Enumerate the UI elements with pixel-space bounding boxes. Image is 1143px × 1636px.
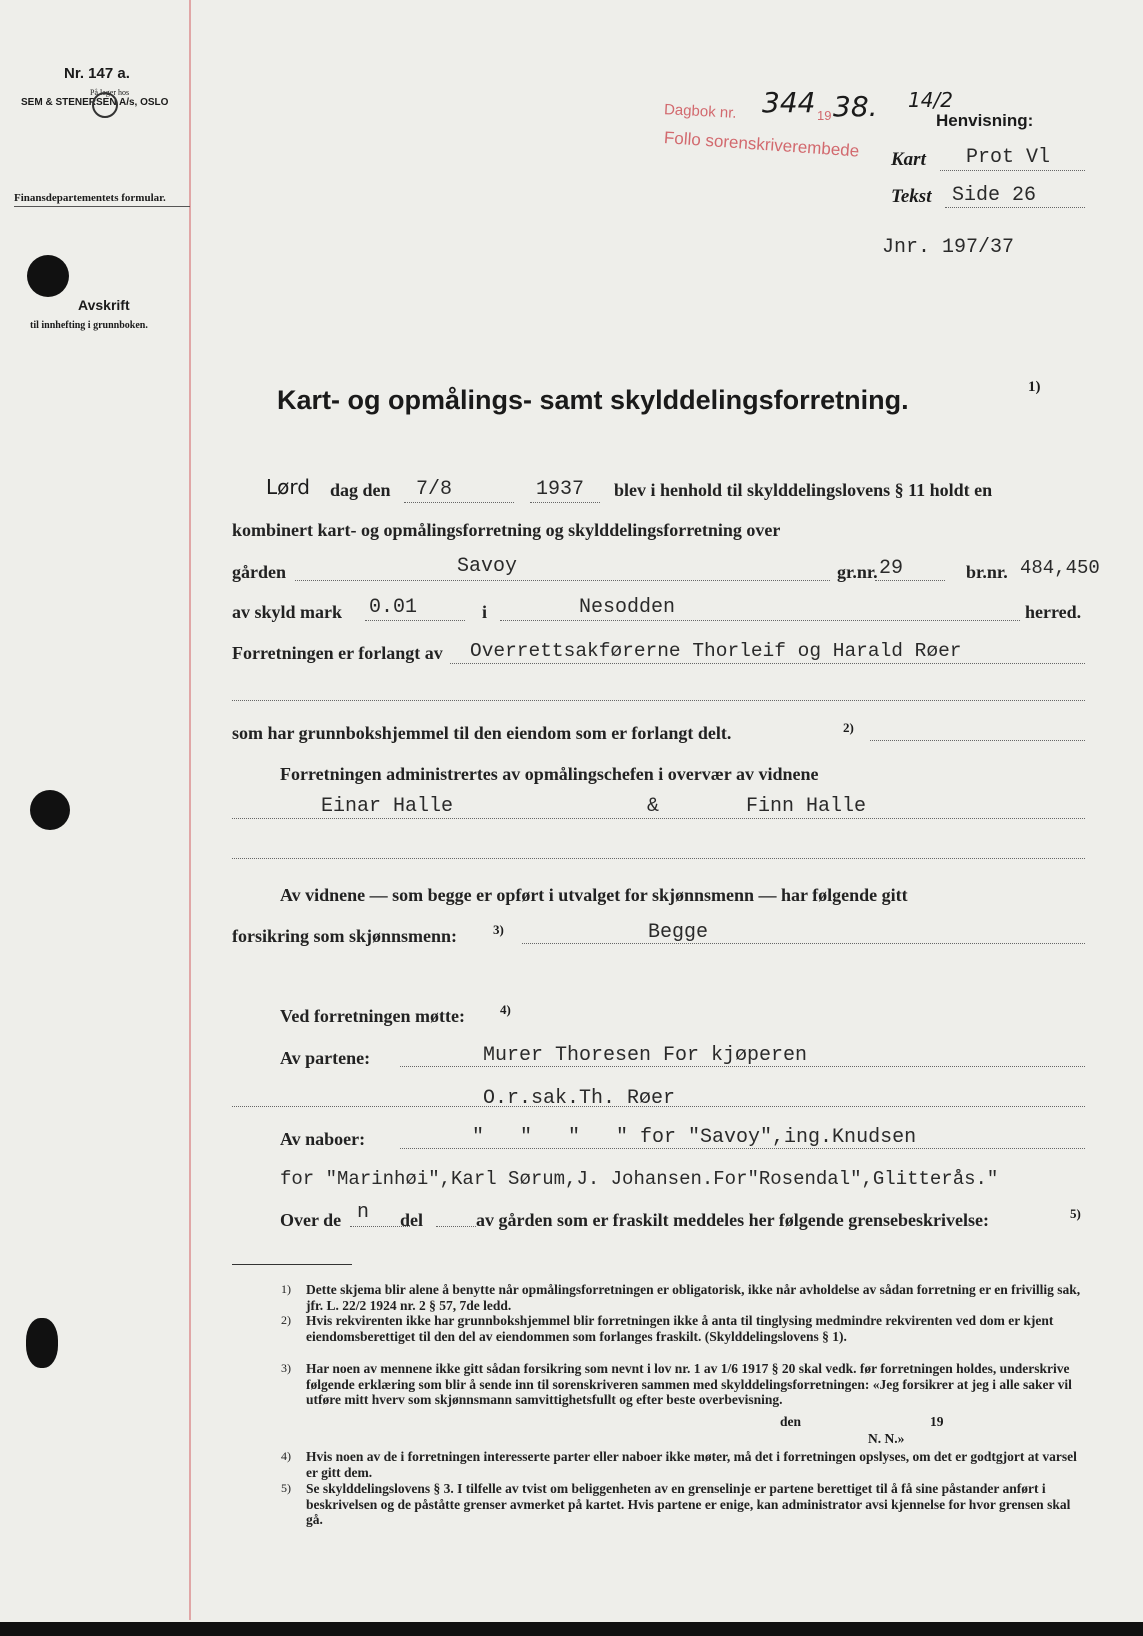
journal-number: Jnr. 197/37: [882, 236, 1015, 259]
forsikring-footnote-ref: 3): [493, 922, 504, 937]
witness-1: Einar Halle: [321, 795, 454, 818]
witness-ampersand: &: [647, 795, 660, 818]
grnr-value: 29: [879, 557, 904, 580]
partene-label: Av partene:: [280, 1048, 371, 1068]
skyld-dots: [365, 620, 465, 621]
hjemmel-footnote-ref: 2): [843, 720, 854, 735]
date-value: 7/8: [416, 478, 453, 501]
office-stamp: Follo sorenskriverembede: [663, 128, 860, 161]
dagbok-label: Dagbok nr.: [663, 101, 737, 122]
kart-label: Kart: [891, 149, 926, 170]
brnr-label: br.nr.: [966, 562, 1008, 582]
witness-dots: [232, 818, 1085, 819]
year-prefix: 19: [817, 108, 832, 123]
i-label: i: [482, 602, 488, 622]
skyld-label: av skyld mark: [232, 602, 343, 622]
naboer-label: Av naboer:: [280, 1129, 366, 1149]
publisher-line-1: På lager hos: [90, 88, 130, 97]
margin-rule: [189, 0, 191, 1620]
footnote-4-num: 4): [281, 1449, 291, 1463]
over-rest: av gården som er fraskilt meddeles her følgende grensebeskrivelse:: [476, 1210, 989, 1230]
over-value: n: [357, 1201, 370, 1224]
avskrift-sublabel: til innhefting i grunnboken.: [30, 320, 148, 331]
footnote-3-num: 3): [281, 1361, 291, 1375]
year-dots: [530, 502, 600, 503]
grnr-label: gr.nr.: [837, 562, 878, 582]
day-label: dag den: [330, 480, 391, 500]
scan-edge: [0, 1622, 1143, 1636]
tekst-value: Side 26: [952, 184, 1037, 207]
footnote-1-text: Dette skjema blir alene å benytte når opmålingsforretningen er obligatorisk, ikke når avholdelse av sådan forretning er en frivillig sak, jfr. L. 22/2 1924 nr. 2 § 57, 7de ledd.: [306, 1282, 1081, 1313]
forlangt-dots: [450, 663, 1085, 664]
form-line-1: blev i henhold til skylddelingslovens § 11 holdt en: [614, 480, 993, 500]
punch-hole-2: [30, 790, 70, 830]
forlangt-label: Forretningen er forlangt av: [232, 643, 443, 663]
footnote-rule: [232, 1264, 352, 1265]
forlangt-value: Overrettsakførerne Thorleif og Harald Røer: [470, 640, 962, 662]
witness-2: Finn Halle: [746, 795, 867, 818]
form-origin-underline: [14, 206, 190, 207]
naboer-value-2: for "Marinhøi",Karl Sørum,J. Johansen.For"Rosendal",Glitterås.": [280, 1168, 999, 1190]
over-label: Over de: [280, 1210, 342, 1230]
day-handwritten: Lørd: [266, 475, 310, 499]
garden-value: Savoy: [457, 555, 518, 578]
partene-value-1: Murer Thoresen For kjøperen: [483, 1044, 808, 1067]
tekst-dots: [945, 207, 1085, 208]
title-footnote-ref: 1): [1028, 379, 1041, 395]
publisher-line-2: SEM & STENERSEN A/s, OSLO: [21, 97, 169, 108]
hjemmel-line: som har grunnbokshjemmel til den eiendom som er forlangt delt.: [232, 723, 732, 743]
partene-value-2: O.r.sak.Th. Røer: [483, 1087, 676, 1110]
footnote-5-num: 5): [281, 1481, 291, 1495]
partene-dots: [400, 1066, 1085, 1067]
punch-hole-1: [27, 255, 69, 297]
garden-label: gården: [232, 562, 286, 582]
form-number: Nr. 147 a.: [64, 65, 130, 82]
witness-dots-2: [232, 858, 1085, 859]
forsikring-value: Begge: [648, 921, 709, 944]
motte-label: Ved forretningen møtte:: [280, 1006, 465, 1026]
grnr-dots: [875, 580, 945, 581]
herred-value: Nesodden: [579, 596, 676, 619]
year-value: 1937: [536, 478, 585, 501]
form-origin: Finansdepartementets formular.: [14, 192, 166, 204]
del-label: del: [400, 1210, 424, 1230]
footnote-3-text: Har noen av mennene ikke gitt sådan forsikring som nevnt i lov nr. 1 av 1/6 1917 § 20 skal vedk. før forretningen holdes, underskrive følgende erklæring som blir å sende inn til sorenskriveren sammen med skylddelingsforretningen: «Jeg forsikrer at jeg i alle saker vil utføre mitt hverv som skjønnsmann samvittighetsfullt og efter beste overbevisning.: [306, 1361, 1072, 1407]
avskrift-label: Avskrift: [78, 297, 130, 313]
publisher-logo: [92, 92, 118, 118]
hjemmel-dots: [870, 740, 1085, 741]
stamp-year: 38.: [833, 90, 878, 123]
henvisning-label: Henvisning:: [936, 111, 1034, 130]
kart-value: Prot Vl: [966, 146, 1051, 169]
tekst-label: Tekst: [891, 186, 932, 207]
vidner-line: Av vidnene — som begge er opført i utvalget for skjønnsmenn — har følgende gitt: [280, 885, 908, 905]
date-dots: [404, 502, 514, 503]
skyld-value: 0.01: [369, 596, 418, 619]
admin-line: Forretningen administrertes av opmålingschefen i overvær av vidnene: [280, 764, 819, 784]
motte-footnote-ref: 4): [500, 1002, 511, 1017]
partene-dots-2: [232, 1106, 1085, 1107]
over-footnote-ref: 5): [1070, 1206, 1081, 1221]
forlangt-dots-2: [232, 700, 1085, 701]
footnote-3-signature: N. N.»: [868, 1431, 905, 1446]
footnote-1-num: 1): [281, 1282, 291, 1296]
dagbok-number: 344: [762, 86, 816, 119]
document-title: Kart- og opmålings- samt skylddelingsforretning.: [277, 385, 909, 415]
garden-dots: [295, 580, 830, 581]
naboer-dots: [400, 1148, 1085, 1149]
herred-label: herred.: [1025, 602, 1082, 622]
stamp-date: 14/2: [908, 88, 953, 112]
footnote-2-num: 2): [281, 1313, 291, 1327]
brnr-value: 484,450: [1020, 557, 1100, 579]
footnote-4-text: Hvis noen av de i forretningen interesserte parter eller naboer ikke møter, må det i forretningen opslyses, om det er godtgjort at varsel er gitt dem.: [306, 1449, 1077, 1480]
footnote-2-text: Hvis rekvirenten ikke har grunnbokshjemmel blir forretningen ikke å anta til tinglysing medmindre rekvirenten ved dom er kjent eiendomsberettiget til den del av eiendommen som forlanges fraskilt. (Skylddelingslovens § 1).: [306, 1313, 1054, 1344]
punch-hole-3: [26, 1318, 58, 1368]
forsikring-label: forsikring som skjønnsmenn:: [232, 926, 458, 946]
footnote-3-den: den: [780, 1414, 802, 1429]
naboer-value-1: " " " " for "Savoy",ing.Knudsen: [472, 1126, 917, 1149]
form-line-2: kombinert kart- og opmålingsforretning og skylddelingsforretning over: [232, 520, 781, 540]
footnote-3-year: 19: [930, 1414, 944, 1429]
kart-dots: [940, 170, 1085, 171]
forsikring-dots: [522, 943, 1085, 944]
footnote-5-text: Se skylddelingslovens § 3. I tilfelle av tvist om beliggenheten av en grenselinje er partene berettiget til å få sine påstander anført i beskrivelsen og de påståtte grenser avmerket på kartet. Hvis partene er enige, kan administrator avsi kjennelse for hvor grensen skal gå.: [306, 1481, 1071, 1527]
del-dots: [436, 1226, 476, 1227]
herred-dots: [500, 620, 1020, 621]
